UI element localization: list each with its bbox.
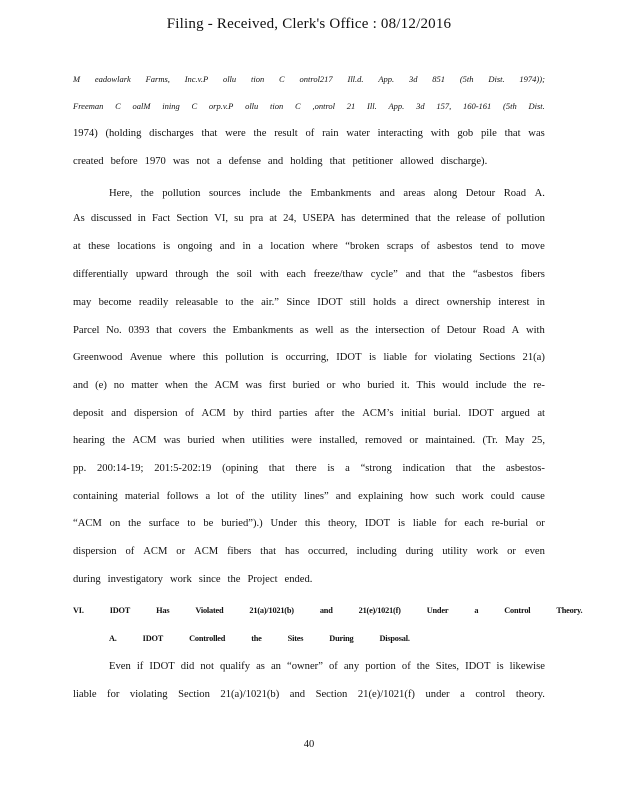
text-line: VI. IDOT Has Violated 21(a)/1021(b) and 21(e)/1021(f) Under a Control Theory. bbox=[73, 606, 583, 615]
text-line: dispersion of ACM or ACM fibers that has occurred, including during utility work or even bbox=[73, 546, 545, 557]
text-line: As discussed in Fact Section VI, su pra at 24, USEPA has determined that the release of pollution bbox=[73, 213, 545, 224]
filing-header: Filing - Received, Clerk's Office : 08/12/2016 bbox=[166, 16, 452, 32]
text-line: A. IDOT Controlled the Sites During Disposal. bbox=[109, 634, 410, 643]
text-line: during investigatory work since the Project ended. bbox=[73, 574, 313, 585]
text-line: 1974) (holding discharges that were the result of rain water interacting with gob pile that was bbox=[73, 128, 545, 139]
text-line: liable for violating Section 21(a)/1021(b) and Section 21(e)/1021(f) under a control theory. bbox=[73, 689, 545, 700]
text-line: at these locations is ongoing and in a location where “broken scraps of asbestos tend to move bbox=[73, 241, 545, 252]
text-line: pp. 200:14-19; 201:5-202:19 (opining that there is a “strong indication that the asbestos- bbox=[73, 463, 545, 474]
text-line: Parcel No. 0393 that covers the Embankments as well as the intersection of Detour Road A with bbox=[73, 325, 545, 336]
text-line: “ACM on the surface to be buried”).) Under this theory, IDOT is liable for each re-burial or bbox=[73, 518, 545, 529]
text-line: created before 1970 was not a defense and holding that petitioner allowed discharge). bbox=[73, 156, 488, 167]
text-line: containing material follows a lot of the utility lines” and explaining how such work could cause bbox=[73, 491, 545, 502]
text-line: and (e) no matter when the ACM was first buried or who buried it. This would include the re- bbox=[73, 380, 545, 391]
text-line: may become readily releasable to the air.” Since IDOT still holds a direct ownership interest in bbox=[73, 297, 545, 308]
text-line: deposit and dispersion of ACM by third parties after the ACM’s initial burial. IDOT argued at bbox=[73, 408, 545, 419]
page-number: 40 bbox=[303, 739, 315, 750]
text-line: differentially upward through the soil with each freeze/thaw cycle” and that the “asbestos fibers bbox=[73, 269, 545, 280]
text-line: hearing the ACM was buried when utilities were installed, removed or maintained. (Tr. May 25, bbox=[73, 435, 545, 446]
text-line: Freeman C oalM ining C orp.v.P ollu tion C ,ontrol 21 Ill. App. 3d 157, 160-161 (5th Dist. bbox=[73, 101, 545, 111]
text-line: Here, the pollution sources include the Embankments and areas along Detour Road A. bbox=[109, 188, 545, 199]
text-line: Greenwood Avenue where this pollution is occurring, IDOT is liable for violating Sections 21(a) bbox=[73, 352, 545, 363]
text-line: M eadowlark Farms, Inc.v.P ollu tion C ontrol217 Ill.d. App. 3d 851 (5th Dist. 1974)); bbox=[73, 74, 545, 84]
text-line: Even if IDOT did not qualify as an “owner” of any portion of the Sites, IDOT is likewise bbox=[109, 661, 545, 672]
